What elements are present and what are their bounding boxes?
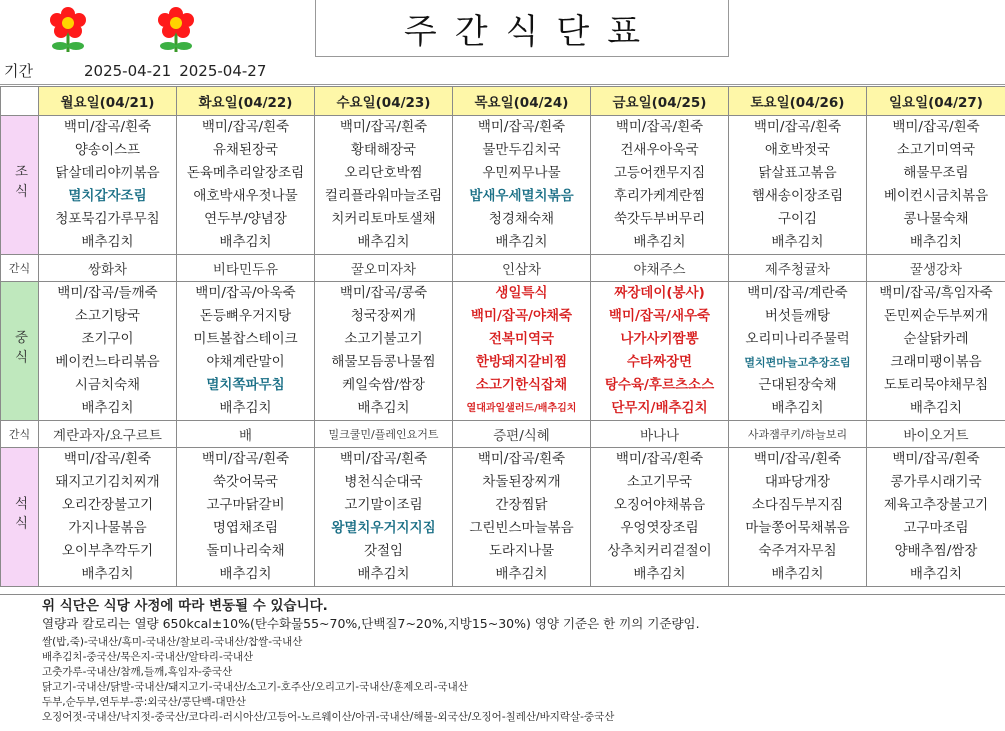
meal-label-text: 중식 xyxy=(10,330,30,369)
menu-item: 백미/잡곡/흰죽 xyxy=(315,116,452,139)
menu-item: 고구마닭갈비 xyxy=(177,494,314,517)
menu-item: 배추김치 xyxy=(315,231,452,254)
day-header: 목요일(04/24) xyxy=(453,87,591,116)
menu-cell xyxy=(39,116,177,255)
menu-cell xyxy=(315,116,453,255)
menu-item: 배추김치 xyxy=(39,563,176,586)
menu-item: 백미/잡곡/들깨죽 xyxy=(39,282,176,305)
menu-item: 청경채숙채 xyxy=(453,208,590,231)
menu-item: 단무지/배추김치 xyxy=(591,397,728,420)
menu-item: 배추김치 xyxy=(177,397,314,420)
menu-cell xyxy=(453,448,591,587)
snack-item: 인삼차 xyxy=(453,255,591,282)
menu-item: 돈민찌순두부찌개 xyxy=(867,305,1005,328)
menu-item: 병천식순대국 xyxy=(315,471,452,494)
menu-item: 오리미나리주물럭 xyxy=(729,328,866,351)
menu-item: 백미/잡곡/흰죽 xyxy=(453,116,590,139)
origin-line: 배추김치-중국산/묵은지-국내산/알타리-국내산 xyxy=(42,650,1005,665)
menu-item: 백미/잡곡/흰죽 xyxy=(867,448,1005,471)
menu-cell xyxy=(39,448,177,587)
menu-item: 우엉엿장조림 xyxy=(591,517,728,540)
menu-item: 고등어캔무지짐 xyxy=(591,162,728,185)
menu-cell xyxy=(453,116,591,255)
menu-item: 야채계란말이 xyxy=(177,351,314,374)
menu-item: 닭살표고볶음 xyxy=(729,162,866,185)
snack-item: 밀크쿨민/플레인요거트 xyxy=(315,421,453,448)
menu-item: 고기말이조림 xyxy=(315,494,452,517)
origin-line: 쌀(밥,죽)-국내산/흑미-국내산/찰보리-국내산/찹쌀-국내산 xyxy=(42,635,1005,650)
menu-item: 소다짐두부지짐 xyxy=(729,494,866,517)
menu-item: 소고기불고기 xyxy=(315,328,452,351)
menu-item: 백미/잡곡/흰죽 xyxy=(315,448,452,471)
menu-item: 왕멸치우거지지짐 xyxy=(315,517,452,540)
snack-item: 사과잼쿠키/하늘보리 xyxy=(729,421,867,448)
corner-cell xyxy=(1,87,39,116)
menu-item: 배추김치 xyxy=(729,397,866,420)
snack-item: 쌍화차 xyxy=(39,255,177,282)
menu-item: 소고기탕국 xyxy=(39,305,176,328)
menu-item: 배추김치 xyxy=(315,397,452,420)
menu-item: 밥새우세멸치볶음 xyxy=(453,185,590,208)
menu-item: 배추김치 xyxy=(453,563,590,586)
menu-item: 구이김 xyxy=(729,208,866,231)
menu-item: 해물무조림 xyxy=(867,162,1005,185)
header-area xyxy=(0,0,1005,85)
menu-item: 배추김치 xyxy=(453,231,590,254)
menu-item: 전복미역국 xyxy=(453,328,590,351)
meal-label xyxy=(1,448,39,587)
menu-item: 베이컨느타리볶음 xyxy=(39,351,176,374)
menu-item: 돈육메추리알장조림 xyxy=(177,162,314,185)
snack-item: 꿀오미자차 xyxy=(315,255,453,282)
menu-item: 백미/잡곡/흰죽 xyxy=(729,448,866,471)
menu-item: 콩가루시래기국 xyxy=(867,471,1005,494)
menu-cell xyxy=(315,282,453,421)
period-label: 기간 xyxy=(0,60,44,81)
menu-item: 소고기미역국 xyxy=(867,139,1005,162)
menu-cell xyxy=(591,448,729,587)
menu-cell xyxy=(453,282,591,421)
menu-item: 배추김치 xyxy=(729,563,866,586)
menu-item: 숙주겨자무침 xyxy=(729,540,866,563)
menu-item: 배추김치 xyxy=(867,563,1005,586)
flower-icon xyxy=(42,4,94,56)
menu-cell xyxy=(591,116,729,255)
snack-item: 비타민두유 xyxy=(177,255,315,282)
menu-item: 백미/잡곡/새우죽 xyxy=(591,305,728,328)
snack-item: 배 xyxy=(177,421,315,448)
menu-item: 한방돼지갈비찜 xyxy=(453,351,590,374)
snack-item: 야채주스 xyxy=(591,255,729,282)
menu-item: 버섯들깨탕 xyxy=(729,305,866,328)
menu-item: 배추김치 xyxy=(591,231,728,254)
menu-item: 멸치갑자조림 xyxy=(39,185,176,208)
snack-item: 바나나 xyxy=(591,421,729,448)
menu-item: 백미/잡곡/흰죽 xyxy=(453,448,590,471)
menu-item: 백미/잡곡/흑임자죽 xyxy=(867,282,1005,305)
menu-item: 애호박젓국 xyxy=(729,139,866,162)
meal-label xyxy=(1,282,39,421)
meal-row xyxy=(1,116,1005,255)
snack-item: 계란과자/요구르트 xyxy=(39,421,177,448)
menu-item: 백미/잡곡/흰죽 xyxy=(177,116,314,139)
menu-item: 백미/잡곡/흰죽 xyxy=(39,448,176,471)
menu-cell xyxy=(867,282,1005,421)
menu-item: 배추김치 xyxy=(867,231,1005,254)
menu-item: 햄새송이장조림 xyxy=(729,185,866,208)
origin-list xyxy=(0,635,1005,725)
menu-table xyxy=(0,86,1005,587)
day-header-row xyxy=(1,87,1005,116)
snack-row xyxy=(1,255,1005,282)
menu-item: 쑥갓어묵국 xyxy=(177,471,314,494)
menu-item: 크래미팽이볶음 xyxy=(867,351,1005,374)
day-header: 수요일(04/23) xyxy=(315,87,453,116)
menu-item: 탕수육/후르츠소스 xyxy=(591,374,728,397)
menu-item: 황태해장국 xyxy=(315,139,452,162)
menu-item: 간장찜닭 xyxy=(453,494,590,517)
menu-cell xyxy=(177,116,315,255)
menu-item: 청국장찌개 xyxy=(315,305,452,328)
origin-line: 오징어젓-국내산/낙지젓-중국산/코다리-러시아산/고등어-노르웨이산/아귀-국내산/해물-외국산/오징어-칠레산/바지락살-중국산 xyxy=(42,710,1005,725)
menu-item: 차돌된장찌개 xyxy=(453,471,590,494)
menu-item: 돌미나리숙채 xyxy=(177,540,314,563)
menu-item: 배추김치 xyxy=(177,231,314,254)
snack-label: 간식 xyxy=(1,255,39,282)
menu-cell xyxy=(315,448,453,587)
menu-item: 베이컨시금치볶음 xyxy=(867,185,1005,208)
menu-item: 배추김치 xyxy=(177,563,314,586)
menu-item: 시금치숙채 xyxy=(39,374,176,397)
period-row xyxy=(0,57,1005,85)
menu-item: 닭살데리야끼볶음 xyxy=(39,162,176,185)
menu-item: 열대과일샐러드/배추김치 xyxy=(453,397,590,420)
menu-item: 돈등뼈우거지탕 xyxy=(177,305,314,328)
origin-line: 닭고기-국내산/닭발-국내산/돼지고기-국내산/소고기-호주산/오리고기-국내산/훈제오리-국내산 xyxy=(42,680,1005,695)
menu-cell xyxy=(867,116,1005,255)
menu-item: 소고기한식잡채 xyxy=(453,374,590,397)
menu-item: 우민찌무나물 xyxy=(453,162,590,185)
menu-item: 배추김치 xyxy=(591,563,728,586)
menu-cell xyxy=(591,282,729,421)
snack-item: 꿀생강차 xyxy=(867,255,1005,282)
period-start: 2025-04-21 xyxy=(84,62,171,80)
day-header: 일요일(04/27) xyxy=(867,87,1005,116)
snack-item: 바이오거트 xyxy=(867,421,1005,448)
menu-item: 치커리토마토샐채 xyxy=(315,208,452,231)
menu-item: 백미/잡곡/흰죽 xyxy=(591,448,728,471)
origin-line: 고춧가루-국내산/참깨,들깨,흑임자-중국산 xyxy=(42,665,1005,680)
menu-item: 배추김치 xyxy=(39,231,176,254)
menu-item: 그린빈스마늘볶음 xyxy=(453,517,590,540)
meal-label-text: 조식 xyxy=(10,164,30,203)
meal-row xyxy=(1,448,1005,587)
menu-item: 제육고추장불고기 xyxy=(867,494,1005,517)
menu-item: 조기구이 xyxy=(39,328,176,351)
menu-item: 백미/잡곡/야채죽 xyxy=(453,305,590,328)
menu-cell xyxy=(729,116,867,255)
menu-cell xyxy=(867,448,1005,587)
snack-item: 제주청귤차 xyxy=(729,255,867,282)
menu-item: 나가사키짬뽕 xyxy=(591,328,728,351)
snack-item: 증편/식혜 xyxy=(453,421,591,448)
menu-item: 백미/잡곡/콩죽 xyxy=(315,282,452,305)
day-header: 토요일(04/26) xyxy=(729,87,867,116)
menu-item: 배추김치 xyxy=(729,231,866,254)
meal-label-text: 석식 xyxy=(10,496,30,535)
menu-item: 유채된장국 xyxy=(177,139,314,162)
menu-item: 해물모듬콩나물찜 xyxy=(315,351,452,374)
menu-item: 케일숙쌈/쌈장 xyxy=(315,374,452,397)
day-header: 금요일(04/25) xyxy=(591,87,729,116)
menu-item: 백미/잡곡/계란죽 xyxy=(729,282,866,305)
menu-item: 소고기무국 xyxy=(591,471,728,494)
day-header: 화요일(04/22) xyxy=(177,87,315,116)
menu-item: 오이부추깍두기 xyxy=(39,540,176,563)
menu-item: 청포묵김가루무침 xyxy=(39,208,176,231)
menu-item: 백미/잡곡/흰죽 xyxy=(591,116,728,139)
menu-item: 대파당개장 xyxy=(729,471,866,494)
menu-item: 명엽채조림 xyxy=(177,517,314,540)
menu-item: 가지나물볶음 xyxy=(39,517,176,540)
notice-text: 위 식단은 식당 사정에 따라 변동될 수 있습니다. xyxy=(0,597,1005,615)
menu-item: 콩나물숙채 xyxy=(867,208,1005,231)
menu-item: 도토리묵야채무침 xyxy=(867,374,1005,397)
menu-cell xyxy=(177,282,315,421)
menu-cell xyxy=(729,448,867,587)
menu-item: 짜장데이(봉사) xyxy=(591,282,728,305)
menu-item: 배추김치 xyxy=(39,397,176,420)
menu-item: 쑥갓두부버무리 xyxy=(591,208,728,231)
page-title: 주간식단표 xyxy=(386,4,658,53)
menu-item: 물만두김치국 xyxy=(453,139,590,162)
menu-item: 오리간장불고기 xyxy=(39,494,176,517)
menu-item: 백미/잡곡/아욱죽 xyxy=(177,282,314,305)
menu-item: 근대된장숙채 xyxy=(729,374,866,397)
menu-item: 돼지고기김치찌개 xyxy=(39,471,176,494)
menu-item: 생일특식 xyxy=(453,282,590,305)
menu-item: 멸치쪽파무침 xyxy=(177,374,314,397)
menu-item: 수타짜장면 xyxy=(591,351,728,374)
menu-item: 양송이스프 xyxy=(39,139,176,162)
nutrition-text: 열량과 칼로리는 열량 650kcal±10%(탄수화물55~70%,단백질7~20%,지방15~30%) 영양 기준은 한 끼의 기준량임. xyxy=(0,615,1005,633)
day-header: 월요일(04/21) xyxy=(39,87,177,116)
snack-row xyxy=(1,421,1005,448)
menu-item: 백미/잡곡/흰죽 xyxy=(729,116,866,139)
menu-item: 백미/잡곡/흰죽 xyxy=(39,116,176,139)
menu-item: 백미/잡곡/흰죽 xyxy=(867,116,1005,139)
menu-item: 건새우아욱국 xyxy=(591,139,728,162)
menu-item: 상추치커리겉절이 xyxy=(591,540,728,563)
menu-item: 배추김치 xyxy=(867,397,1005,420)
menu-item: 애호박새우젓나물 xyxy=(177,185,314,208)
meal-label xyxy=(1,116,39,255)
menu-item: 갓절임 xyxy=(315,540,452,563)
menu-cell xyxy=(39,282,177,421)
menu-item: 순살닭카레 xyxy=(867,328,1005,351)
origin-line: 두부,순두부,연두부-콩:외국산/콩단백-대만산 xyxy=(42,695,1005,710)
menu-item: 멸치편마늘고추장조림 xyxy=(729,351,866,374)
snack-label: 간식 xyxy=(1,421,39,448)
menu-item: 오리단호박찜 xyxy=(315,162,452,185)
menu-item: 오징어야채볶음 xyxy=(591,494,728,517)
period-end: 2025-04-27 xyxy=(179,62,266,80)
flower-icon xyxy=(150,4,202,56)
notes-area xyxy=(0,594,1005,731)
menu-item: 연두부/양념장 xyxy=(177,208,314,231)
meal-row xyxy=(1,282,1005,421)
menu-cell xyxy=(729,282,867,421)
menu-item: 후리가케계란찜 xyxy=(591,185,728,208)
menu-item: 양배추찜/쌈장 xyxy=(867,540,1005,563)
menu-item: 미트볼찹스테이크 xyxy=(177,328,314,351)
menu-item: 배추김치 xyxy=(315,563,452,586)
title-box xyxy=(315,0,729,57)
menu-item: 마늘쫑어묵채볶음 xyxy=(729,517,866,540)
menu-cell xyxy=(177,448,315,587)
menu-item: 백미/잡곡/흰죽 xyxy=(177,448,314,471)
menu-item: 도라지나물 xyxy=(453,540,590,563)
menu-item: 컬리플라워마늘조림 xyxy=(315,185,452,208)
menu-item: 고구마조림 xyxy=(867,517,1005,540)
